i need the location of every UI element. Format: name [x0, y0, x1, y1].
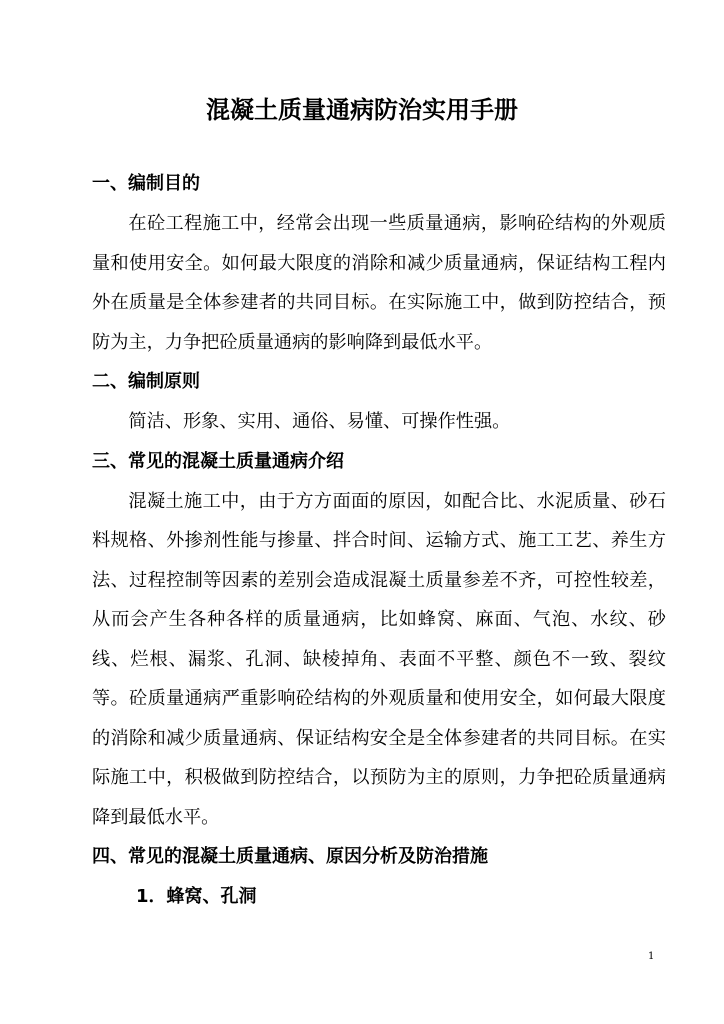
document-title: 混凝土质量通病防治实用手册	[206, 96, 518, 124]
section-body-purpose: 在砼工程施工中，经常会出现一些质量通病，影响砼结构的外观质量和使用安全。如何最大限度的消除和减少质量通病，保证结构工程内外在质量是全体参建者的共同目标。在实际施工中，做到防控结合，预防为主，力争把砼质量通病的影响降到最低水平。	[92, 213, 666, 353]
section-body-principles: 简洁、形象、实用、通俗、易懂、可操作性强。	[128, 411, 511, 432]
section-heading-principles: 二、编制原则	[92, 371, 200, 392]
section-heading-purpose: 一、编制目的	[92, 173, 200, 194]
page-number: 1	[648, 951, 655, 962]
document-body	[92, 164, 666, 917]
section-heading-common-defects: 三、常见的混凝土质量通病介绍	[92, 450, 344, 472]
subsection-heading-honeycomb: 1．蜂窝、孔洞	[136, 886, 257, 907]
section-body-common-defects: 混凝土施工中，由于方方面面的原因，如配合比、水泥质量、砂石料规格、外掺剂性能与掺量、拌合时间、运输方式、施工工艺、养生方法、过程控制等因素的差别会造成混凝土质量参差不齐，可控性较差，从而会产生各种各样的质量通病，比如蜂窝、麻面、气泡、水纹、砂线、烂根、漏浆、孔洞、缺棱掉角、表面不平整、颜色不一致、裂纹等。砼质量通病严重影响砼结构的外观质量和使用安全，如何最大限度的消除和减少质量通病、保证结构安全是全体参建者的共同目标。在实际施工中，积极做到防控结合，以预防为主的原则，力争把砼质量通病降到最低水平。	[92, 490, 666, 828]
section-heading-analysis-measures: 四、常见的混凝土质量通病、原因分析及防治措施	[92, 846, 488, 867]
